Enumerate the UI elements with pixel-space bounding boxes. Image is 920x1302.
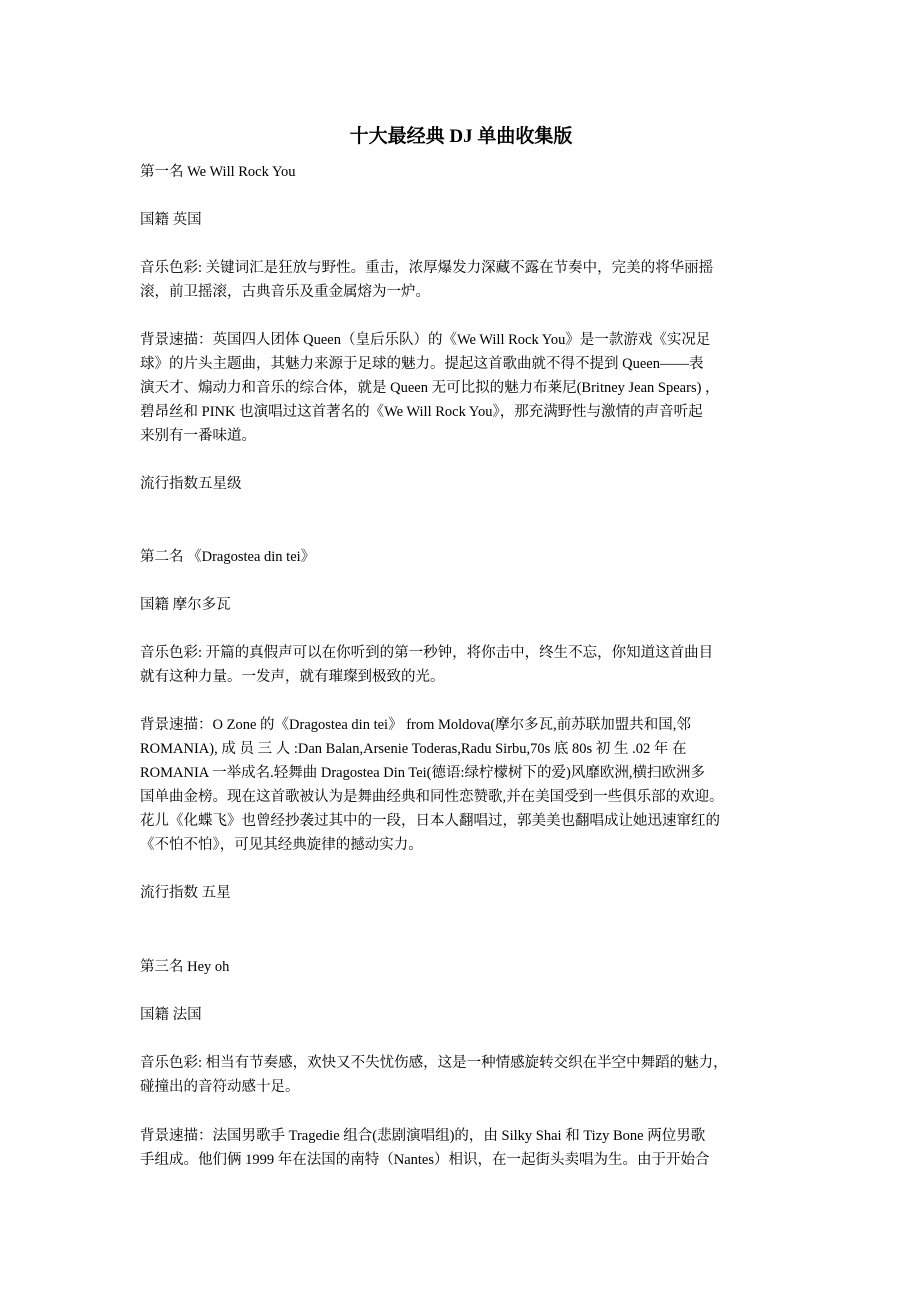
entry-nationality: 国籍 英国	[140, 212, 202, 228]
entry-rank-title: 第二名 《Dragostea din tei》	[140, 549, 316, 565]
entry-background-line: 背景速描：O Zone 的《Dragostea din tei》 from Moldova(摩尔多瓦,前苏联加盟共和国,邻	[140, 717, 691, 733]
entry-popularity: 流行指数 五星	[140, 885, 231, 901]
entry-background-line: 背景速描：法国男歌手 Tragedie 组合(悲剧演唱组)的，由 Silky Shai 和 Tizy Bone 两位男歌	[140, 1128, 706, 1144]
entry-popularity: 流行指数五星级	[140, 476, 242, 492]
entry-background-line: 《不怕不怕》，可见其经典旋律的撼动实力。	[140, 837, 423, 853]
entry-background-line: 演天才、煽动力和音乐的综合体，就是 Queen 无可比拟的魅力布莱尼(Britney Jean Spears) ，	[140, 380, 720, 396]
entry-background-line: 背景速描：英国四人团体 Queen（皇后乐队）的《We Will Rock You》是一款游戏《实况足	[140, 332, 711, 348]
entry-background-line: 手组成。他们俩 1999 年在法国的南特（Nantes）相识，在一起街头卖唱为生。由于开始合	[140, 1152, 710, 1168]
document-title: 十大最经典 DJ 单曲收集版	[349, 126, 573, 147]
entry-music-color-line: 就有这种力量。一发声，就有璀璨到极致的光。	[140, 669, 445, 685]
entry-music-color-line: 音乐色彩: 关键词汇是狂放与野性。重击，浓厚爆发力深藏不露在节奏中，完美的将华丽摇	[140, 260, 714, 276]
entry-rank-title: 第三名 Hey oh	[140, 959, 230, 975]
entry-background-line: 来别有一番味道。	[140, 428, 256, 444]
entry-background-line: 花儿《化蝶飞》也曾经抄袭过其中的一段，日本人翻唱过，郭美美也翻唱成让她迅速窜红的	[140, 813, 720, 829]
entry-background-line: 国单曲金榜。现在这首歌被认为是舞曲经典和同性恋赞歌,并在美国受到一些俱乐部的欢迎。	[140, 789, 724, 805]
entry-music-color-line: 音乐色彩: 相当有节奏感，欢快又不失忧伤感，这是一种情感旋转交织在半空中舞蹈的魅力，	[140, 1055, 728, 1071]
entry-background-line: 球》的片头主题曲，其魅力来源于足球的魅力。提起这首歌曲就不得不提到 Queen——表	[140, 356, 704, 372]
entry-nationality: 国籍 摩尔多瓦	[140, 597, 231, 613]
entry-music-color-line: 碰撞出的音符动感十足。	[140, 1079, 300, 1095]
entry-background-line: ROMANIA 一举成名.轻舞曲 Dragostea Din Tei(德语:绿柠檬树下的爱)风靡欧洲,横扫欧洲多	[140, 765, 705, 781]
entry-nationality: 国籍 法国	[140, 1007, 202, 1023]
entry-music-color-line: 音乐色彩: 开篇的真假声可以在你听到的第一秒钟，将你击中，终生不忘，你知道这首曲目	[140, 645, 714, 661]
entry-rank-title: 第一名 We Will Rock You	[140, 164, 296, 180]
entry-music-color-line: 滚，前卫摇滚，古典音乐及重金属熔为一炉。	[140, 284, 430, 300]
entry-background-line: ROMANIA), 成 员 三 人 :Dan Balan,Arsenie Toderas,Radu Sirbu,70s 底 80s 初 生 .02 年 在	[140, 741, 687, 757]
entry-background-line: 碧昂丝和 PINK 也演唱过这首著名的《We Will Rock You》，那充满野性与激情的声音听起	[140, 404, 703, 420]
